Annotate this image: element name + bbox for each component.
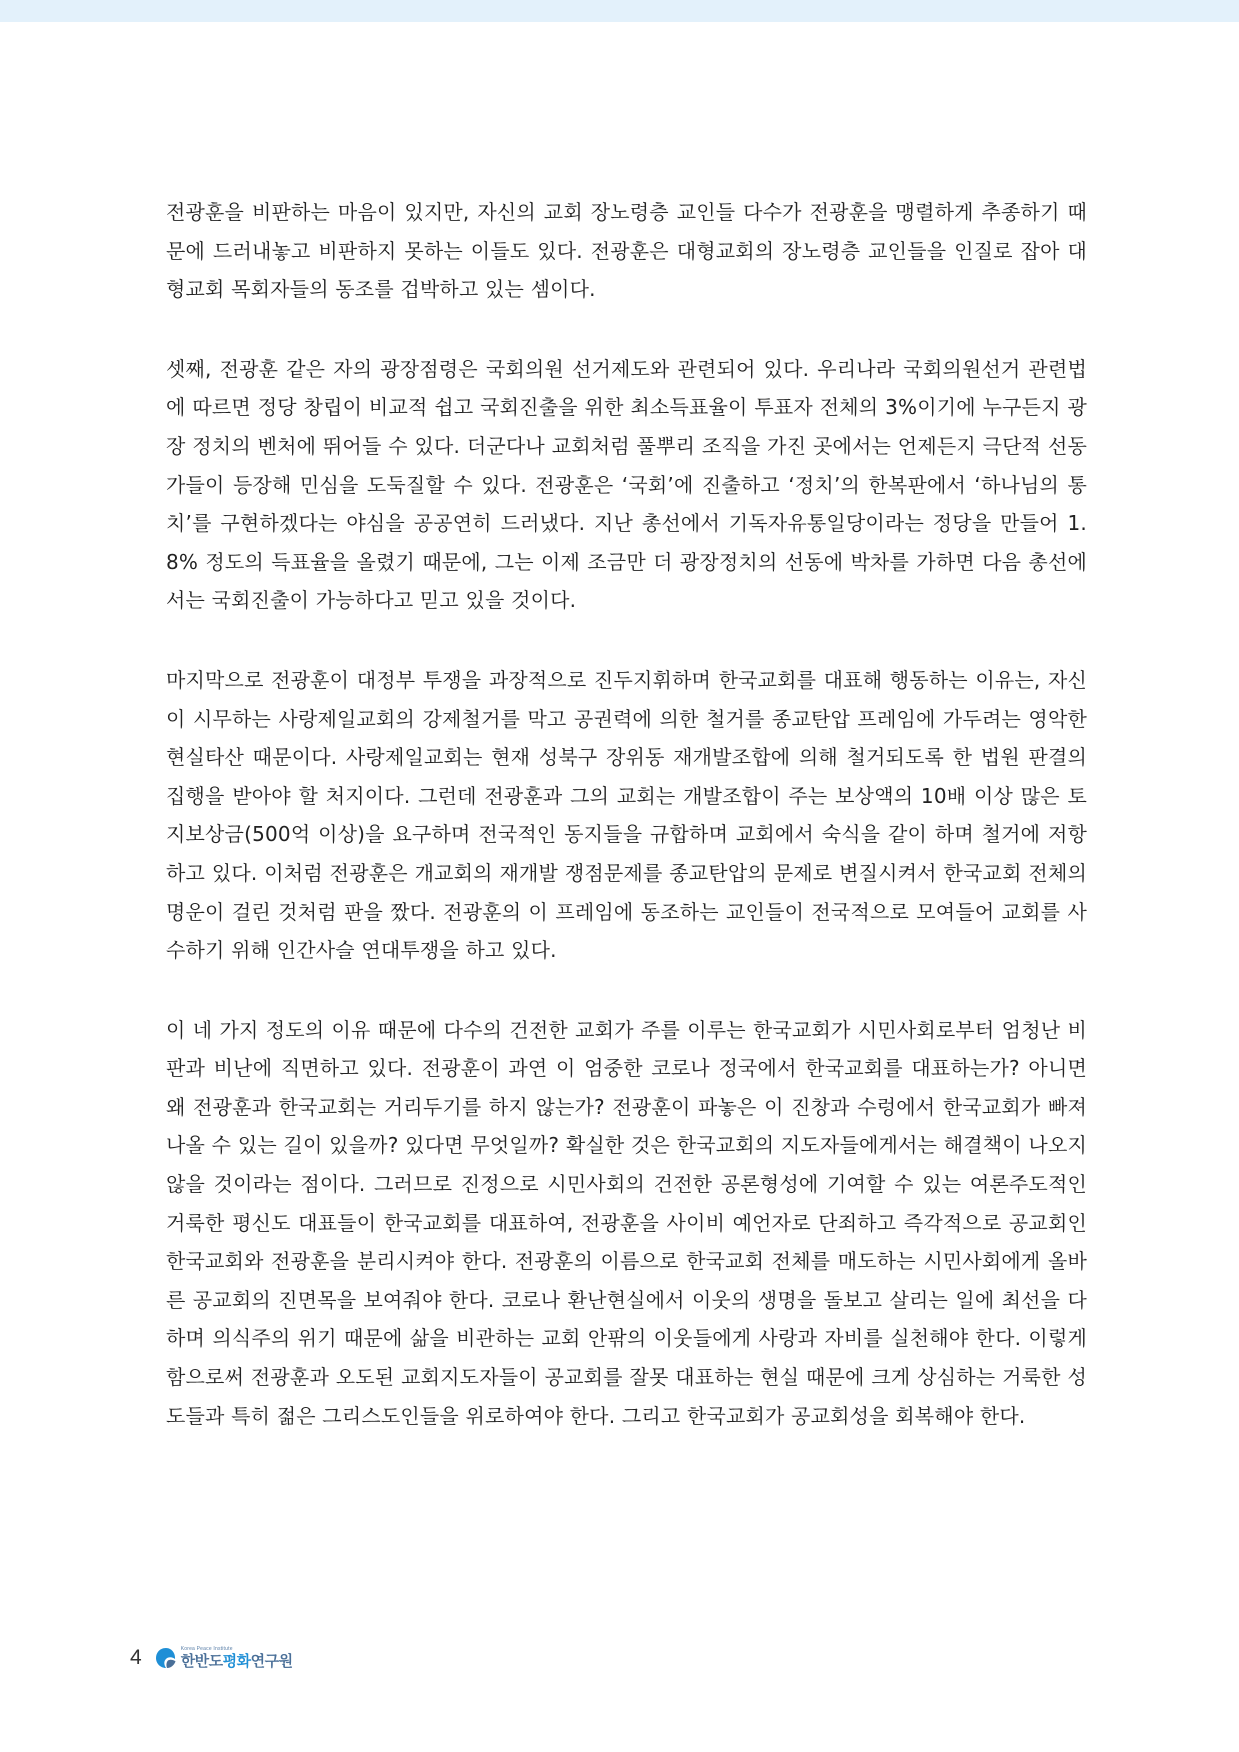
paragraph: 마지막으로 전광훈이 대정부 투쟁을 과장적으로 진두지휘하며 한국교회를 대표해 행동하는 이유는, 자신이 시무하는 사랑제일교회의 강제철거를 막고 공권력에 의한 철거를 종교탄압 프레임에 가두려는 영악한 현실타산 때문이다. 사랑제일교회는 현재 성북구 장위동 재개발조합에 의해 철거되도록 한 법원 판결의 집행을 받아야 할 처지이다. 그런데 전광훈과 그의 교회는 개발조합이 주는 보상액의 10배 이상 많은 토지보상금(500억 이상)을 요구하며 전국적인 동지들을 규합하며 교회에서 숙식을 같이 하며 철거에 저항하고 있다. 이처럼 전광훈은 개교회의 재개발 쟁점문제를 종교탄압의 문제로 변질시켜서 한국교회 전체의 명운이 걸린 것처럼 판을 짰다. 전광훈의 이 프레임에 동조하는 교인들이 전국적으로 모여들어 교회를 사수하기 위해 인간사슬 연대투쟁을 하고 있다. [166, 667, 1087, 963]
paragraph: 이 네 가지 정도의 이유 때문에 다수의 건전한 교회가 주를 이루는 한국교회가 시민사회로부터 엄청난 비판과 비난에 직면하고 있다. 전광훈이 과연 이 엄중한 코로나 정국에서 한국교회를 대표하는가? 아니면 왜 전광훈과 한국교회는 거리두기를 하지 않는가? 전광훈이 파놓은 이 진창과 수렁에서 한국교회가 빠져나올 수 있는 길이 있을까? 있다면 무엇일까? 확실한 것은 한국교회의 지도자들에게서는 해결책이 나오지 않을 것이라는 점이다. 그러므로 진정으로 시민사회의 건전한 공론형성에 기여할 수 있는 여론주도적인 거룩한 평신도 대표들이 한국교회를 대표하여, 전광훈을 사이비 예언자로 단죄하고 즉각적으로 공교회인 한국교회와 전광훈을 분리시켜야 한다. 전광훈의 이름으로 한국교회 전체를 매도하는 시민사회에게 올바른 공교회의 진면목을 보여줘야 한다. 코로나 환난현실에서 이웃의 생명을 돌보고 살리는 일에 최선을 다하며 의식주의 위기 때문에 삶을 비관하는 교회 안팎의 이웃들에게 사랑과 자비를 실천해야 한다. 이렇게 함으로써 전광훈과 오도된 교회지도자들이 공교회를 잘못 대표하는 현실 때문에 크게 상심하는 거룩한 성도들과 특히 젊은 그리스도인들을 위로하여야 한다. 그리고 한국교회가 공교회성을 회복해야 한다. [166, 1017, 1087, 1428]
peninsula-logo-icon [154, 1646, 178, 1670]
page-footer [130, 1638, 293, 1678]
page-number: 4 [130, 1646, 142, 1669]
article-body [166, 193, 1087, 1476]
header-band [0, 0, 1239, 22]
logo-english-text: Korea Peace Institute [180, 1646, 233, 1652]
institute-logo [154, 1646, 293, 1670]
paragraph: 셋째, 전광훈 같은 자의 광장점령은 국회의원 선거제도와 관련되어 있다. 우리나라 국회의원선거 관련법에 따르면 정당 창립이 비교적 쉽고 국회진출을 위한 최소득표율이 투표자 전체의 3%이기에 누구든지 광장 정치의 벤처에 뛰어들 수 있다. 더군다나 교회처럼 풀뿌리 조직을 가진 곳에서는 언제든지 극단적 선동가들이 등장해 민심을 도둑질할 수 있다. 전광훈은 ‘국회’에 진출하고 ‘정치’의 한복판에서 ‘하나님의 통치’를 구현하겠다는 야심을 공공연히 드러냈다. 지난 총선에서 기독자유통일당이라는 정당을 만들어 1.8% 정도의 득표율을 올렸기 때문에, 그는 이제 조금만 더 광장정치의 선동에 박차를 가하면 다음 총선에서는 국회진출이 가능하다고 믿고 있을 것이다. [166, 356, 1087, 613]
paragraph: 전광훈을 비판하는 마음이 있지만, 자신의 교회 장노령층 교인들 다수가 전광훈을 맹렬하게 추종하기 때문에 드러내놓고 비판하지 못하는 이들도 있다. 전광훈은 대형교회의 장노령층 교인들을 인질로 잡아 대형교회 목회자들의 동조를 겁박하고 있는 셈이다. [166, 200, 1087, 302]
logo-korean-text: 한반도평화연구원 [180, 1652, 293, 1670]
